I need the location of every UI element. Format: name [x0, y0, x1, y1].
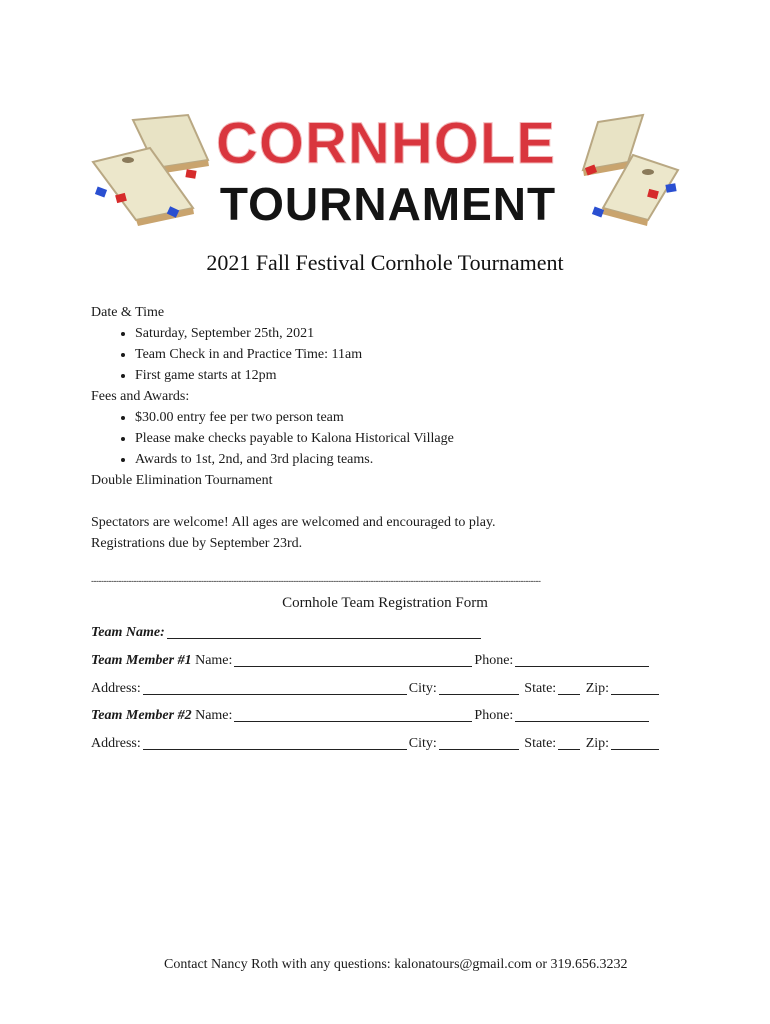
member2-address-row: [91, 735, 661, 752]
member1-zip-field[interactable]: [611, 680, 659, 695]
phone-label: Phone:: [474, 653, 514, 668]
page-title: 2021 Fall Festival Cornhole Tournament: [206, 250, 564, 275]
registration-deadline: Registrations due by September 23rd.: [91, 536, 303, 551]
member2-name-field[interactable]: [234, 707, 472, 722]
member2-zip-field[interactable]: [611, 735, 659, 750]
member1-label: Team Member #1: [91, 653, 192, 668]
state-label: State:: [524, 681, 557, 696]
cut-line-separator: ------------------------------------------------------------------------------------------------------------------------------------------------------------------------------------: [91, 576, 541, 586]
list-item: • Team Check in and Practice Time: 11am: [135, 344, 711, 365]
city-label: City:: [408, 736, 437, 751]
member1-phone-field[interactable]: [515, 652, 649, 667]
right-cornhole-boards-graphic: [583, 115, 678, 226]
list-item: • $30.00 entry fee per two person team: [135, 407, 711, 428]
member1-address-field[interactable]: [143, 680, 407, 695]
fees-heading: Fees and Awards:: [91, 389, 190, 404]
cornhole-tournament-logo: [88, 100, 688, 235]
form-title: Cornhole Team Registration Form: [282, 595, 488, 611]
city-label: City:: [408, 681, 437, 696]
name-label: Name:: [195, 653, 233, 668]
logo-line2: TOURNAMENT: [219, 178, 557, 230]
member2-state-field[interactable]: [558, 735, 580, 750]
member1-state-field[interactable]: [558, 680, 580, 695]
team-name-row: [91, 624, 483, 641]
state-label: State:: [524, 736, 557, 751]
list-item: • Saturday, September 25th, 2021: [135, 323, 711, 344]
member1-address-row: [91, 680, 661, 697]
fees-list: [91, 407, 711, 470]
contact-footer: Contact Nancy Roth with any questions: kalonatours@gmail.com or 319.656.3232: [164, 957, 628, 972]
spectators-note: Spectators are welcome! All ages are welcomed and encouraged to play.: [91, 515, 496, 530]
address-label: Address:: [91, 736, 141, 751]
list-item: • Please make checks payable to Kalona Historical Village: [135, 428, 711, 449]
left-cornhole-boards-graphic: [93, 115, 209, 226]
event-details: [91, 302, 711, 554]
member2-city-field[interactable]: [439, 735, 519, 750]
team-name-label: Team Name:: [91, 625, 165, 640]
list-item: • Awards to 1st, 2nd, and 3rd placing teams.: [135, 449, 711, 470]
date-time-heading: Date & Time: [91, 305, 165, 320]
phone-label: Phone:: [474, 708, 514, 723]
team-name-field[interactable]: [167, 624, 481, 639]
member2-label: Team Member #2: [91, 708, 192, 723]
member1-row: [91, 652, 651, 669]
name-label: Name:: [195, 708, 233, 723]
list-item: • First game starts at 12pm: [135, 365, 711, 386]
member1-name-field[interactable]: [234, 652, 472, 667]
logo-line1: CORNHOLE: [216, 111, 556, 176]
member2-address-field[interactable]: [143, 735, 407, 750]
date-time-list: [91, 323, 711, 386]
address-label: Address:: [91, 681, 141, 696]
member1-city-field[interactable]: [439, 680, 519, 695]
zip-label: Zip:: [585, 736, 610, 751]
member2-phone-field[interactable]: [515, 707, 649, 722]
tournament-format: Double Elimination Tournament: [91, 473, 273, 488]
zip-label: Zip:: [585, 681, 610, 696]
member2-row: [91, 707, 651, 724]
